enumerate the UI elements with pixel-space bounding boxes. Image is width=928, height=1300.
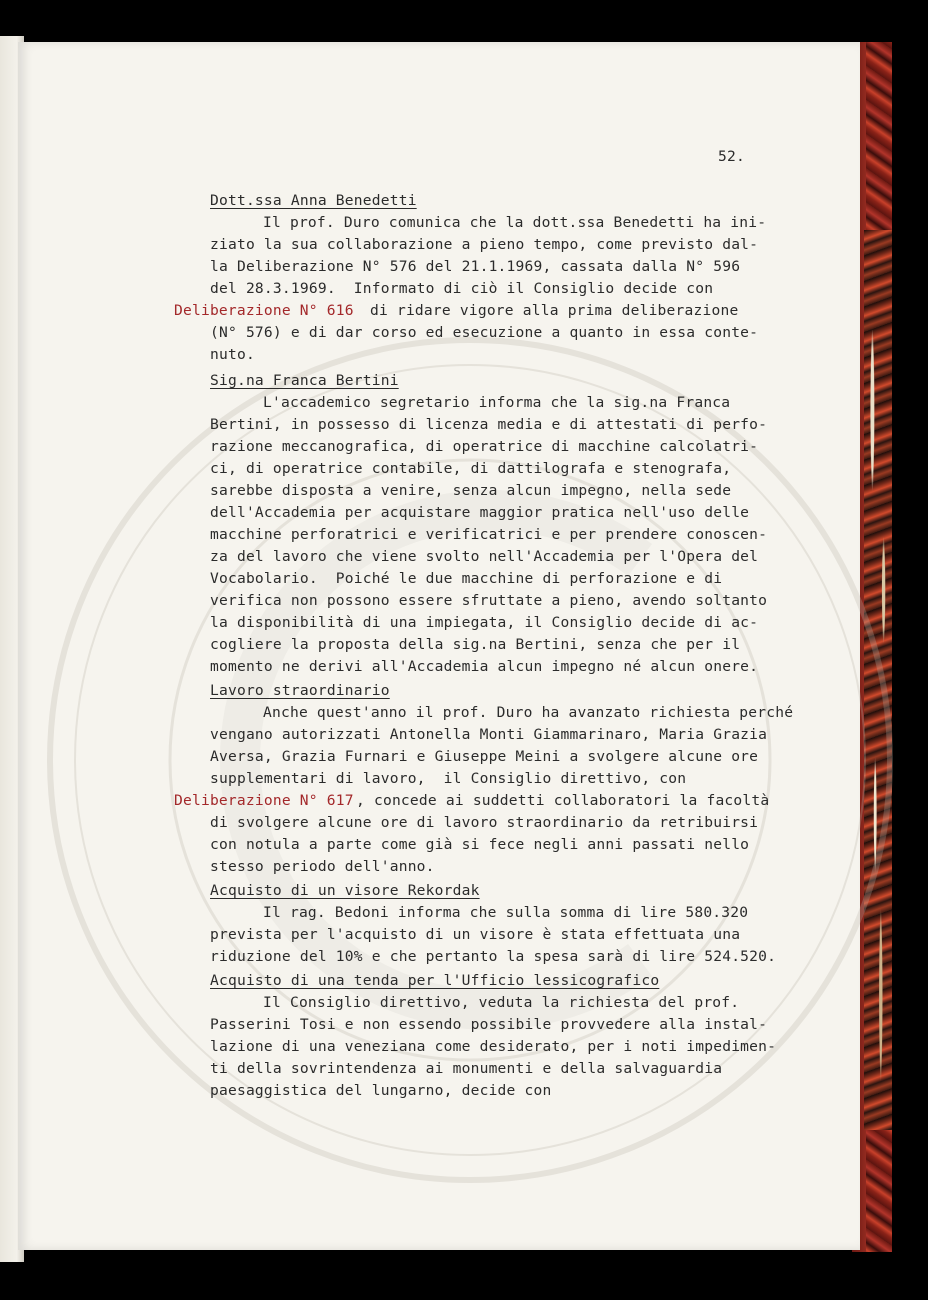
text-line: L'accademico segretario informa che la sig.na Franca [263, 394, 731, 411]
text-line: Anche quest'anno il prof. Duro ha avanzato richiesta perché [263, 704, 794, 721]
text-line: macchine perforatrici e verificatrici e per prendere conoscen- [210, 526, 768, 543]
text-line: Bertini, in possesso di licenza media e di attestati di perfo- [210, 416, 768, 433]
text-line: Vocabolario. Poiché le due macchine di perforazione e di [210, 570, 723, 587]
text-line: vengano autorizzati Antonella Monti Giammarinaro, Maria Grazia [210, 726, 768, 743]
text-line: Aversa, Grazia Furnari e Giuseppe Meini a svolgere alcune ore [210, 748, 759, 765]
text-line: la Deliberazione N° 576 del 21.1.1969, cassata dalla N° 596 [210, 258, 741, 275]
deliberation-margin-note: Deliberazione N° 616 [174, 302, 354, 319]
text-line: paesaggistica del lungarno, decide con [210, 1082, 552, 1099]
section-heading: Acquisto di un visore Rekordak [210, 882, 480, 899]
text-line: momento ne derivi all'Accademia alcun impegno né alcun onere. [210, 658, 759, 675]
text-line: riduzione del 10% e che pertanto la spesa sarà di lire 524.520. [210, 948, 777, 965]
text-line: (N° 576) e di dar corso ed esecuzione a quanto in essa conte- [210, 324, 759, 341]
text-line: cogliere la proposta della sig.na Bertini, senza che per il [210, 636, 741, 653]
text-line: ci, di operatrice contabile, di dattilografa e stenografa, [210, 460, 732, 477]
deliberation-margin-note: Deliberazione N° 617 [174, 792, 354, 809]
text-line: nuto. [210, 346, 255, 363]
text-line: Il rag. Bedoni informa che sulla somma di lire 580.320 [263, 904, 749, 921]
section-heading: Lavoro straordinario [210, 682, 390, 699]
text-line: Il Consiglio direttivo, veduta la richiesta del prof. [263, 994, 740, 1011]
text-line: prevista per l'acquisto di un visore è stata effettuata una [210, 926, 741, 943]
text-line: sarebbe disposta a venire, senza alcun impegno, nella sede [210, 482, 732, 499]
text-line: dell'Accademia per acquistare maggior pratica nell'uso delle [210, 504, 750, 521]
page-number: 52. [718, 148, 745, 165]
text-line: za del lavoro che viene svolto nell'Accademia per l'Opera del [210, 548, 759, 565]
section-heading: Acquisto di una tenda per l'Ufficio lessicografico [210, 972, 660, 989]
text-line: supplementari di lavoro, il Consiglio direttivo, con [210, 770, 687, 787]
text-line: Il prof. Duro comunica che la dott.ssa Benedetti ha ini- [263, 214, 767, 231]
text-line: razione meccanografica, di operatrice di macchine calcolatri- [210, 438, 759, 455]
text-line: stesso periodo dell'anno. [210, 858, 435, 875]
text-line: ziato la sua collaborazione a pieno tempo, come previsto dal- [210, 236, 759, 253]
section-heading: Sig.na Franca Bertini [210, 372, 399, 389]
text-line: di ridare vigore alla prima deliberazione [370, 302, 739, 319]
text-line: lazione di una veneziana come desiderato, per i noti impedimen- [210, 1038, 777, 1055]
section-heading: Dott.ssa Anna Benedetti [210, 192, 417, 209]
text-line: con notula a parte come già si fece negli anni passati nello [210, 836, 750, 853]
text-line: ti della sovrintendenza ai monumenti e della salvaguardia [210, 1060, 723, 1077]
text-line: , concede ai suddetti collaboratori la facoltà [356, 792, 770, 809]
text-line: di svolgere alcune ore di lavoro straordinario da retribuirsi [210, 814, 759, 831]
text-line: del 28.3.1969. Informato di ciò il Consiglio decide con [210, 280, 714, 297]
text-line: Passerini Tosi e non essendo possibile provvedere alla instal- [210, 1016, 768, 1033]
text-line: la disponibilità di una impiegata, il Consiglio decide di ac- [210, 614, 759, 631]
text-line: verifica non possono essere sfruttate a pieno, avendo soltanto [210, 592, 768, 609]
